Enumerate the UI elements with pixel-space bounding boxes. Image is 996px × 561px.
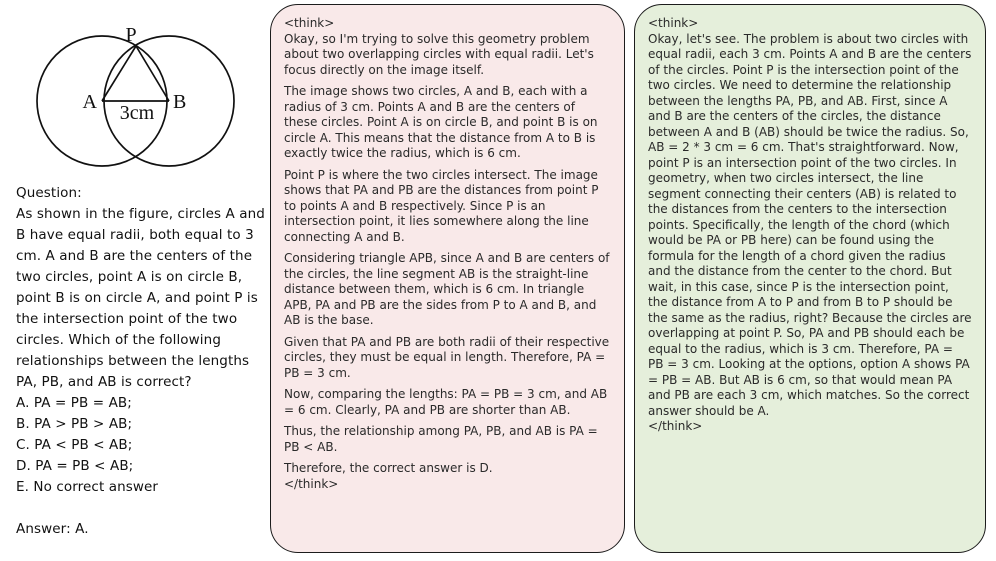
pink-paragraph: Now, comparing the lengths: PA = PB = 3 cm, and AB = 6 cm. Clearly, PA and PB are shorter than AB. xyxy=(284,387,608,417)
answer-line: Answer: A. xyxy=(16,521,89,537)
label-p: P xyxy=(125,24,137,46)
geometry-figure xyxy=(0,0,260,180)
question-body: As shown in the figure, circles A and B have equal radii, both equal to 3 cm. A and B are the centers of the two circles, point A is on circle B, point B is on circle A, and point P is the intersection point of the two circles. Which of the following relationships between the lengths PA, PB, and AB is correct? xyxy=(16,206,265,390)
question-block xyxy=(16,183,274,540)
label-a: A xyxy=(82,91,97,113)
two-circles-diagram xyxy=(0,0,260,180)
option-d: D. PA = PB < AB; xyxy=(16,458,134,474)
pink-paragraph: Okay, so I'm trying to solve this geometry problem about two overlapping circles with equal radii. Let's focus directly on the image itself. xyxy=(284,31,594,77)
option-b: B. PA > PB > AB; xyxy=(16,416,133,432)
pink-paragraph: Therefore, the correct answer is D. xyxy=(284,461,493,475)
reasoning-box-pink xyxy=(270,4,625,553)
label-b: B xyxy=(173,91,187,113)
segment-pa xyxy=(102,46,136,101)
think-close-tag: </think> xyxy=(284,476,339,491)
think-close-tag: </think> xyxy=(648,419,703,433)
pink-paragraph: Considering triangle APB, since A and B are centers of the circles, the line segment AB is the straight-line distance between them, which is 6 cm. In triangle APB, PA and PB are the sides from P to A and B, and AB is the base. xyxy=(284,251,610,327)
label-3cm: 3cm xyxy=(119,102,155,124)
reasoning-box-green xyxy=(634,4,986,553)
pink-paragraph: The image shows two circles, A and B, each with a radius of 3 cm. Points A and B are the centers of these circles. Point A is on circle B, and point B is on circle A. This means that the distance from A to B is exactly twice the radius, which is 6 cm. xyxy=(284,84,598,160)
option-a: A. PA = PB = AB; xyxy=(16,395,132,411)
pink-paragraph: Thus, the relationship among PA, PB, and AB is PA = PB < AB. xyxy=(284,424,598,454)
option-c: C. PA < PB < AB; xyxy=(16,437,133,453)
green-paragraph: Okay, let's see. The problem is about two circles with equal radii, each 3 cm. Points A and B are the centers of the circles. Point P is the intersection point of the two circles. We need to determine the relationship between the lengths PA, PB, and AB. First, since A and B are the centers of the circles, the distance between A and B (AB) should be twice the radius. So, AB = 2 * 3 cm = 6 cm. That's straightforward. Now, point P is an intersection point of the two circles. In geometry, when two circles intersect, the line segment connecting their centers (AB) is related to the distances from the centers to the intersection points. Specifically, the length of the chord (which would be PA or PB here) can be found using the formula for the length of a chord given the radius and the distance from the center to the chord. But wait, in this case, since P is the intersection point, the distance from A to P and from B to P should be the same as the radius, right? Because the circles are overlapping at point P. So, PA and PB should each be equal to the radius, which is 3 cm. Therefore, PA = PB = 3 cm. Looking at the options, option A shows PA = PB = AB. But AB is 6 cm, so that would mean PA and PB are each 3 cm, which matches. So the correct answer should be A. xyxy=(648,31,972,418)
segment-pb xyxy=(136,46,169,101)
think-open-tag: <think> xyxy=(284,16,335,30)
option-e: E. No correct answer xyxy=(16,479,159,495)
pink-paragraph: Point P is where the two circles intersect. The image shows that PA and PB are the distances from point P to points A and B respectively. Since P is an intersection point, it lies somewhere along the line connecting A and B. xyxy=(284,167,599,244)
think-open-tag: <think> xyxy=(648,16,699,30)
question-heading: Question: xyxy=(16,185,82,201)
pink-paragraph: Given that PA and PB are both radii of their respective circles, they must be equal in length. Therefore, PA = PB = 3 cm. xyxy=(284,334,610,380)
